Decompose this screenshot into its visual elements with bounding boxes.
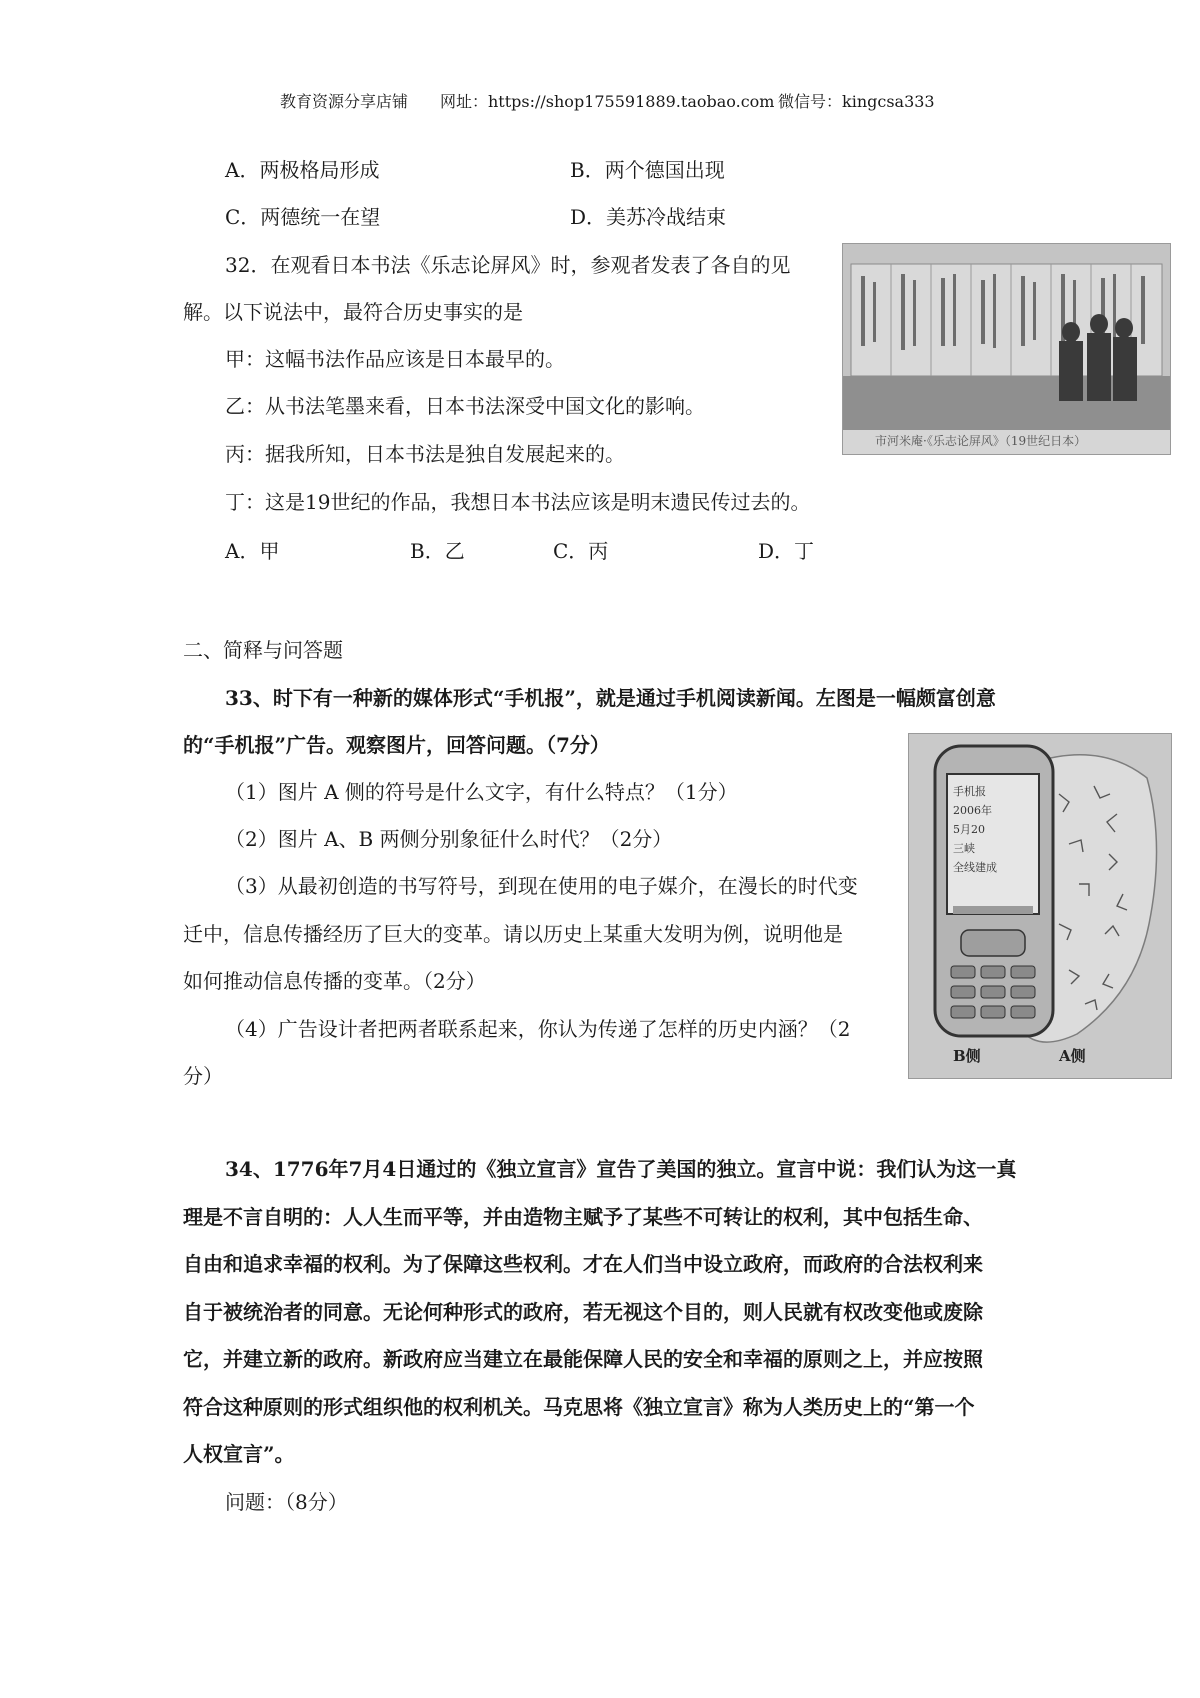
q34-line7: 人权宣言”。 <box>183 1442 295 1466</box>
q34-line4: 自于被统治者的同意。无论何种形式的政府，若无视这个目的，则人民就有权改变他或废除 <box>183 1300 983 1324</box>
q33-sub3-line3: 如何推动信息传播的变革。（2分） <box>183 969 486 993</box>
q32-statement-bing: 丙：据我所知，日本书法是独自发展起来的。 <box>225 442 625 466</box>
q31-option-d: D．美苏冷战结束 <box>570 205 727 229</box>
phone-screen-line: 三峡 <box>953 842 975 855</box>
q32-statement-ding: 丁：这是19世纪的作品，我想日本书法应该是明末遗民传过去的。 <box>225 490 811 514</box>
q34-line1: 34、1776年7月4日通过的《独立宣言》宣告了美国的独立。宣言中说：我们认为这一真 <box>225 1157 1017 1181</box>
q33-sub4-line1: （4）广告设计者把两者联系起来，你认为传递了怎样的历史内涵？（2 <box>225 1017 851 1041</box>
calligraphy-screen-photo <box>842 243 1171 455</box>
q33-sub1: （1）图片 A 侧的符号是什么文字，有什么特点？（1分） <box>225 780 738 804</box>
phone-screen-text <box>953 782 1035 877</box>
section-2-title: 二、简释与问答题 <box>183 638 343 662</box>
image-label-a-side: A侧 <box>1059 1047 1086 1065</box>
q32-statement-yi: 乙：从书法笔墨来看，日本书法深受中国文化的影响。 <box>225 394 705 418</box>
q33-stem-line2: 的“手机报”广告。观察图片，回答问题。（7分） <box>183 733 610 757</box>
q32-option-a: A．甲 <box>225 539 280 563</box>
header-shop: 教育资源分享店铺 <box>280 92 409 111</box>
q34-line2: 理是不言自明的：人人生而平等，并由造物主赋予了某些不可转让的权利，其中包括生命、 <box>183 1205 983 1229</box>
header-wechat: 微信号：kingcsa333 <box>778 92 935 111</box>
phone-screen-line: 2006年 <box>953 804 992 817</box>
q33-sub4-line2: 分） <box>183 1064 223 1088</box>
q32-stem-line2: 解。以下说法中，最符合历史事实的是 <box>183 300 523 324</box>
calligraphy-photo-caption: 市河米庵·《乐志论屏风》（19世纪日本） <box>875 434 1087 448</box>
mobile-newspaper-ad-image <box>908 733 1172 1079</box>
q32-statement-jia: 甲：这幅书法作品应该是日本最早的。 <box>225 347 565 371</box>
q31-option-a: A．两极格局形成 <box>225 158 380 182</box>
image-label-b-side: B侧 <box>953 1047 981 1065</box>
q33-sub3-line1: （3）从最初创造的书写符号，到现在使用的电子媒介，在漫长的时代变 <box>225 874 858 898</box>
q31-option-b: B．两个德国出现 <box>570 158 725 182</box>
q33-sub3-line2: 迁中，信息传播经历了巨大的变革。请以历史上某重大发明为例，说明他是 <box>183 922 843 946</box>
q34-question: 问题：（8分） <box>225 1490 348 1514</box>
phone-screen-line: 全线建成 <box>953 861 997 874</box>
q32-option-b: B．乙 <box>410 539 465 563</box>
q34-line3: 自由和追求幸福的权利。为了保障这些权利。才在人们当中设立政府，而政府的合法权利来 <box>183 1252 983 1276</box>
q34-line5: 它，并建立新的政府。新政府应当建立在最能保障人民的安全和幸福的原则之上，并应按照 <box>183 1347 983 1371</box>
q33-sub2: （2）图片 A、B 两侧分别象征什么时代？（2分） <box>225 827 673 851</box>
q32-option-c: C．丙 <box>553 539 609 563</box>
q34-line6: 符合这种原则的形式组织他的权利机关。马克思将《独立宣言》称为人类历史上的“第一个 <box>183 1395 975 1419</box>
q32-stem-line1: 32．在观看日本书法《乐志论屏风》时，参观者发表了各自的见 <box>225 253 791 277</box>
q32-option-d: D．丁 <box>758 539 815 563</box>
header-url: 网址：https://shop175591889.taobao.com <box>440 92 775 111</box>
q31-option-c: C．两德统一在望 <box>225 205 381 229</box>
phone-screen-line: 手机报 <box>953 785 986 798</box>
calligraphy-screen-illustration <box>843 244 1170 454</box>
phone-oracle-bone-illustration <box>909 734 1171 1078</box>
phone-screen-line: 5月20 <box>953 823 985 836</box>
q33-stem-line1: 33、时下有一种新的媒体形式“手机报”，就是通过手机阅读新闻。左图是一幅颇富创意 <box>225 686 996 710</box>
